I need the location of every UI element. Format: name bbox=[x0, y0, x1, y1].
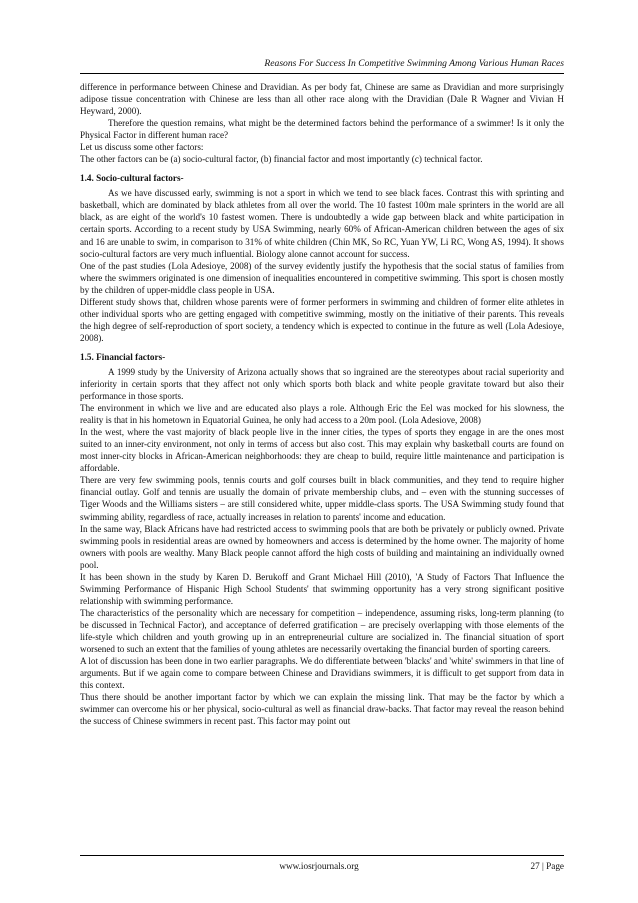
paragraph: difference in performance between Chinese and Dravidian. As per body fat, Chinese are same as Dravidian and more surprisingly adipose tissue concentration with Chinese are less than all other race along with the Dravidian (Dale R Wagner and Vivian H Heyward, 2000). bbox=[80, 82, 564, 117]
paragraph: In the same way, Black Africans have had restricted access to swimming pools that are both be privately or publicly owned. Private swimming pools in residential areas are owned by homeowners and access is determined by the home owner. The majority of home owners with pools are wealthy. Many Black people cannot afford the high costs of building and maintaining an individually owned pool. bbox=[80, 523, 564, 570]
paragraph: Therefore the question remains, what might be the determined factors behind the performance of a swimmer! Is it only the Physical Factor in different human race? bbox=[80, 118, 564, 141]
journal-url[interactable]: www.iosrjournals.org bbox=[279, 861, 359, 871]
page-number: 27 | Page bbox=[530, 861, 564, 871]
paragraph: The characteristics of the personality which are necessary for competition – independence, assuming risks, long-term planning (to be discussed in Technical Factor), and acceptance of deferred gratification – are precisely overlapping with those elements of the life-style which children and youth growing up in an entrepreneurial culture are socialized in. The financial situation of sport worsened to such an extent that the families of young athletes are necessarily overtaking the financial burden of sporting careers. bbox=[80, 607, 564, 655]
section-heading-financial: 1.5. Financial factors- bbox=[80, 351, 166, 362]
article-body bbox=[80, 81, 564, 727]
paragraph: It has been shown in the study by Karen D. Berukoff and Grant Michael Hill (2010), 'A Study of Factors That Influence the Swimming Performance of Hispanic High School Students' that swimming opportunity has a very strong significant positive relationship with swimming performance. bbox=[80, 571, 564, 606]
paragraph: One of the past studies (Lola Adesioye, 2008) of the survey evidently justify the hypothesis that the social status of families from where the swimmers originated is one dimension of inequalities encountered in competitive swimming. This sport is chosen mostly by the children of upper-middle class people in USA. bbox=[80, 260, 564, 295]
running-header: Reasons For Success In Competitive Swimming Among Various Human Races bbox=[264, 58, 564, 69]
paragraph: A lot of discussion has been done in two earlier paragraphs. We do differentiate between 'blacks' and 'white' swimmers in that line of arguments. But if we again come to compare between Chinese and Dravidians swimmers, it is difficult to get support from data in this context. bbox=[80, 656, 564, 691]
paragraph: As we have discussed early, swimming is not a sport in which we tend to see black faces. Contrast this with sprinting and basketball, which are dominated by black athletes from all over the world. The 10 fastest 100m male sprinters in the world are all black, as are eight of the world's 10 fastest women. There is undoubtedly a wide gap between black and white participation in certain sports. According to a recent study by USA Swimming, nearly 60% of African-American children between the ages of six and 16 are unable to swim, in comparison to 31% of white children (Chin MK, So RC, Yuan YW, Li RC, Wong AS, 1994). It shows socio-cultural factors are very much influential. Biology alone cannot account for success. bbox=[80, 188, 564, 259]
paragraph: The environment in which we live and are educated also plays a role. Although Eric the Eel was mocked for his slowness, the reality is that in his hometown in Equatorial Guinea, he only had access to a 20m pool. (Lola Adesiove, 2008) bbox=[80, 403, 564, 426]
footer-divider bbox=[80, 855, 564, 856]
paragraph: A 1999 study by the University of Arizona actually shows that so ingrained are the stereotypes about racial superiority and inferiority in certain sports that they affect not only which sports both black and white people gravitate toward but also their performance in those sports. bbox=[80, 366, 564, 402]
paragraph: Different study shows that, children whose parents were of former performers in swimming and children of former elite athletes in other individual sports who are getting engaged with competitive swimming, mostly on the initiative of their parents. This reveals the high degree of self-reproduction of sport society, a tendency which is expected to continue in the future as well (Lola Adesioye, 2008). bbox=[80, 296, 564, 343]
paragraph: Let us discuss some other factors: bbox=[80, 142, 204, 153]
section-heading-socio-cultural: 1.4. Socio-cultural factors- bbox=[80, 173, 184, 184]
paragraph: Thus there should be another important factor by which we can explain the missing link. That may be the factor by which a swimmer can overcome his or her physical, socio-cultural as well as financial draw-backs. That factor may reveal the reason behind the success of Chinese swimmers in recent past. This factor may point out bbox=[80, 692, 564, 727]
paragraph: In the west, where the vast majority of black people live in the inner cities, the types of sports they engage in are the ones most suited to an inner-city environment, not only in terms of access but also cost. This may explain why basketball courts are found on most inner-city blocks in African-American neighborhoods: they are cheap to build, require little maintenance and participation is affordable. bbox=[80, 427, 564, 474]
paragraph: There are very few swimming pools, tennis courts and golf courses built in black communities, and they tend to require higher financial outlay. Golf and tennis are usually the domain of private membership clubs, and – even with the stunning successes of Tiger Woods and the Williams sisters – are still considered white, upper middle-class sports. The USA Swimming study found that swimming ability, regardless of race, actually increases in relation to parents' income and education. bbox=[80, 475, 564, 522]
paragraph: The other factors can be (a) socio-cultural factor, (b) financial factor and most importantly (c) technical factor. bbox=[80, 154, 483, 165]
header-divider bbox=[80, 73, 564, 74]
